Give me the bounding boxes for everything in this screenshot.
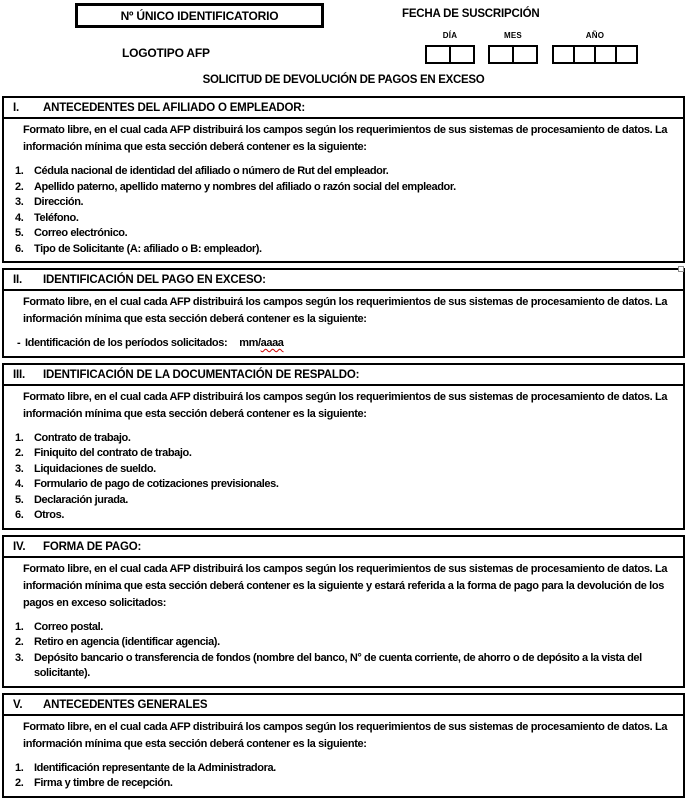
list-item (4, 620, 683, 636)
section-1 (2, 96, 685, 263)
item-text: Otros. (34, 509, 64, 521)
item-marker: 2. (15, 636, 24, 648)
section-title: ANTECEDENTES GENERALES (43, 698, 208, 711)
item-text: Identificación representante de la Administradora. (34, 761, 276, 774)
item-text: Firma y timbre de recepción. (34, 777, 173, 789)
section-number: V. (13, 698, 23, 711)
section-body (4, 119, 683, 261)
list-item (4, 776, 683, 792)
list-item (4, 211, 683, 227)
item-marker: 1. (15, 620, 24, 633)
list-item (4, 508, 683, 524)
section-number: III. (13, 368, 25, 381)
item-text: Tipo de Solicitante (A: afiliado o B: empleador). (34, 242, 262, 255)
subscription-date-label: FECHA DE SUSCRIPCIÓN (402, 8, 540, 20)
item-marker: 4. (15, 211, 24, 224)
year-label: AÑO (585, 31, 605, 40)
section-4 (2, 535, 685, 688)
list-item (4, 493, 683, 509)
day-field-group (425, 31, 475, 64)
item-marker: 5. (15, 493, 24, 506)
section-paragraph: Formato libre, en el cual cada AFP distribuirá los campos según los requerimientos de sus sistemas de procesamiento de datos. La información mínima que esta sección deberá contener es la siguiente y estará referida a la forma de pago para la devolución de los pagos en exceso solicitados: (23, 562, 668, 609)
form-title: SOLICITUD DE DEVOLUCIÓN DE PAGOS EN EXCESO (202, 74, 485, 86)
section-header (4, 537, 683, 558)
item-text: Liquidaciones de sueldo. (34, 462, 156, 475)
period-format-value (239, 336, 283, 352)
section-number: I. (13, 102, 19, 114)
list-item (4, 180, 683, 196)
section-number: IV. (13, 540, 26, 553)
list-item (4, 462, 683, 478)
item-text: Declaración jurada. (34, 493, 128, 506)
section-header (4, 270, 683, 291)
item-text: Correo postal. (34, 620, 103, 633)
item-marker: 1. (15, 431, 24, 444)
period-format-misspelled: aaaa (260, 337, 284, 349)
item-marker: 4. (15, 478, 24, 490)
month-digit-cell[interactable] (490, 47, 512, 62)
item-text: Finiquito del contrato de trabajo. (34, 447, 192, 459)
section-paragraph: Formato libre, en el cual cada AFP distribuirá los campos según los requerimientos de sus sistemas de procesamiento de datos. La información mínima que esta sección deberá contener es la siguiente: (23, 390, 668, 420)
list-item (4, 242, 683, 258)
section-title: FORMA DE PAGO: (43, 540, 142, 553)
section-body (4, 291, 683, 356)
month-field-group (488, 31, 538, 64)
list-item (4, 635, 683, 651)
list-item (4, 431, 683, 447)
list-item (4, 164, 683, 180)
period-format-prefix: mm/ (239, 337, 261, 349)
dash-item-text: Identificación de los períodos solicitados: (25, 337, 228, 349)
dash-item (4, 336, 683, 352)
section-body (4, 386, 683, 528)
item-marker: 5. (15, 227, 24, 239)
list-item (4, 195, 683, 211)
section-5 (2, 693, 685, 798)
afp-logo-placeholder: LOGOTIPO AFP (122, 46, 210, 60)
list-item (4, 477, 683, 493)
table-anchor-icon (678, 266, 684, 272)
item-marker: 2. (15, 777, 24, 789)
item-text: Depósito bancario o transferencia de fondos (nombre del banco, N° de cuenta corriente, de ahorro o de depósito a la vista del solicitante). (34, 651, 642, 679)
section-header (4, 98, 683, 119)
item-text: Cédula nacional de identidad del afiliado o número de Rut del empleador. (34, 165, 389, 177)
item-text: Teléfono. (34, 211, 79, 224)
month-digit-cell[interactable] (512, 47, 536, 62)
year-input-cells[interactable] (552, 45, 638, 64)
item-text: Apellido paterno, apellido materno y nombres del afiliado o razón social del empleador. (34, 180, 456, 193)
item-marker: 2. (15, 447, 24, 459)
item-text: Dirección. (34, 196, 84, 208)
item-marker: 2. (15, 180, 24, 193)
day-digit-cell[interactable] (449, 47, 473, 62)
item-marker: 3. (15, 196, 24, 208)
section-header (4, 695, 683, 716)
item-text: Correo electrónico. (34, 227, 128, 239)
section-header (4, 365, 683, 386)
list-item (4, 651, 683, 682)
year-digit-cell[interactable] (594, 47, 615, 62)
month-input-cells[interactable] (488, 45, 538, 64)
item-marker: 3. (15, 651, 24, 664)
unique-id-label: Nº ÚNICO IDENTIFICATORIO (120, 8, 279, 23)
form-header (0, 0, 687, 96)
dash-marker: - (17, 337, 21, 349)
section-paragraph: Formato libre, en el cual cada AFP distribuirá los campos según los requerimientos de sus sistemas de procesamiento de datos. La información mínima que esta sección deberá contener es la siguiente: (23, 720, 668, 750)
section-items (4, 620, 683, 682)
item-text: Formulario de pago de cotizaciones previsionales. (34, 478, 279, 490)
item-text: Retiro en agencia (identificar agencia). (34, 636, 220, 648)
unique-id-box (75, 3, 324, 28)
section-title: IDENTIFICACIÓN DE LA DOCUMENTACIÓN DE RESPALDO: (43, 368, 360, 381)
section-items (4, 164, 683, 257)
section-3 (2, 363, 685, 530)
day-input-cells[interactable] (425, 45, 475, 64)
section-items (4, 431, 683, 524)
day-label: DÍA (442, 31, 458, 40)
sections-container (0, 96, 687, 798)
year-digit-cell[interactable] (615, 47, 636, 62)
list-item (4, 446, 683, 462)
list-item (4, 761, 683, 777)
year-digit-cell[interactable] (573, 47, 594, 62)
section-title: IDENTIFICACIÓN DEL PAGO EN EXCESO: (43, 274, 266, 286)
section-number: II. (13, 274, 22, 286)
section-paragraph: Formato libre, en el cual cada AFP distribuirá los campos según los requerimientos de sus sistemas de procesamiento de datos. La información mínima que esta sección deberá contener es la siguiente: (23, 124, 668, 153)
item-marker: 1. (15, 761, 24, 774)
year-digit-cell[interactable] (554, 47, 573, 62)
month-label: MES (504, 31, 522, 40)
section-2 (2, 268, 685, 358)
section-paragraph: Formato libre, en el cual cada AFP distribuirá los campos según los requerimientos de sus sistemas de procesamiento de datos. La información mínima que esta sección deberá contener es la siguiente: (23, 296, 668, 325)
list-item (4, 226, 683, 242)
section-title: ANTECEDENTES DEL AFILIADO O EMPLEADOR: (43, 102, 306, 114)
item-marker: 3. (15, 462, 24, 475)
year-field-group (552, 31, 638, 64)
item-marker: 6. (15, 509, 24, 521)
day-digit-cell[interactable] (427, 47, 449, 62)
item-marker: 1. (15, 165, 24, 177)
section-items (4, 761, 683, 792)
section-body (4, 716, 683, 796)
item-marker: 6. (15, 242, 24, 255)
section-body (4, 558, 683, 686)
section-items (4, 336, 683, 352)
item-text: Contrato de trabajo. (34, 431, 131, 444)
